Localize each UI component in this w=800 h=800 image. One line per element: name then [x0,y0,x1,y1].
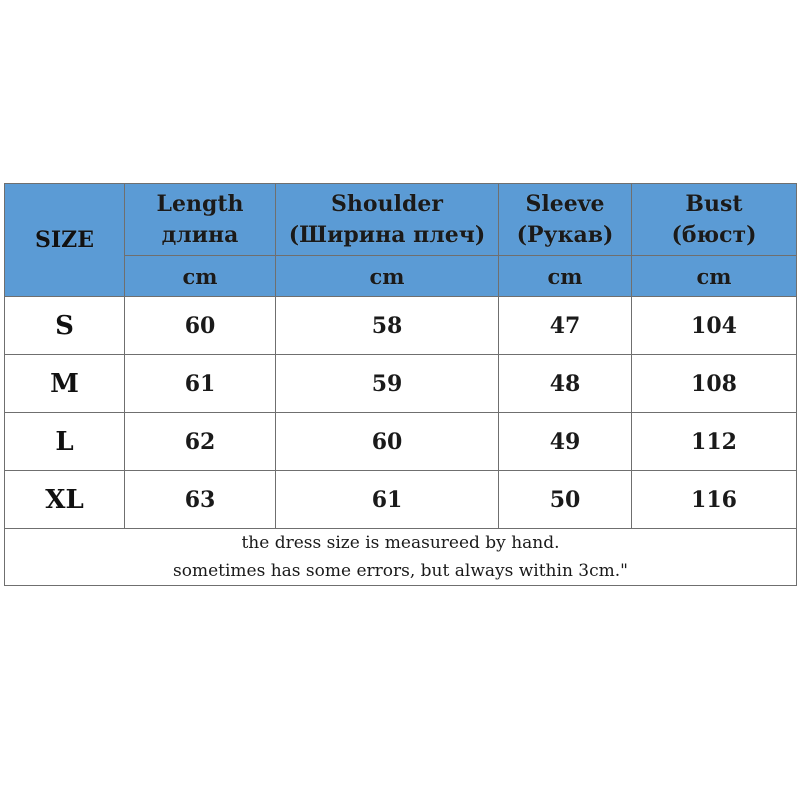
shoulder-unit: cm [276,256,499,297]
shoulder-cell: 60 [276,413,499,471]
note-line-1: the dress size is measureed by hand. [241,533,560,553]
length-label: Length [156,190,244,217]
sleeve-label: Sleeve [525,190,605,217]
length-cell: 60 [125,297,276,355]
table-row [5,471,797,529]
size-chart [4,183,796,589]
sleeve-cell: 48 [499,355,632,413]
shoulder-label: Shoulder [331,190,443,217]
shoulder-cell: 58 [276,297,499,355]
sleeve-header [499,184,632,256]
size-cell: XL [5,471,125,529]
measurement-note [5,529,797,586]
size-header: SIZE [5,184,125,297]
note-line-2: sometimes has some errors, but always within 3cm." [173,561,628,581]
header-row [5,184,797,256]
sleeve-cell: 50 [499,471,632,529]
shoulder-cell: 61 [276,471,499,529]
bust-cell: 108 [632,355,797,413]
bust-header [632,184,797,256]
sleeve-unit: cm [499,256,632,297]
size-table [4,183,797,586]
length-cell: 62 [125,413,276,471]
bust-label-ru: (бюст) [671,221,757,248]
length-cell: 61 [125,355,276,413]
sleeve-label-ru: (Рукав) [516,221,614,248]
length-unit: cm [125,256,276,297]
length-cell: 63 [125,471,276,529]
length-header [125,184,276,256]
shoulder-label-ru: (Ширина плеч) [288,221,486,248]
note-row [5,529,797,586]
bust-label: Bust [685,190,743,217]
table-row [5,297,797,355]
sleeve-cell: 47 [499,297,632,355]
shoulder-cell: 59 [276,355,499,413]
bust-unit: cm [632,256,797,297]
shoulder-header [276,184,499,256]
size-cell: L [5,413,125,471]
table-row [5,355,797,413]
size-cell: S [5,297,125,355]
sleeve-cell: 49 [499,413,632,471]
length-label-ru: длина [161,221,239,248]
bust-cell: 116 [632,471,797,529]
size-cell: M [5,355,125,413]
table-row [5,413,797,471]
bust-cell: 112 [632,413,797,471]
bust-cell: 104 [632,297,797,355]
